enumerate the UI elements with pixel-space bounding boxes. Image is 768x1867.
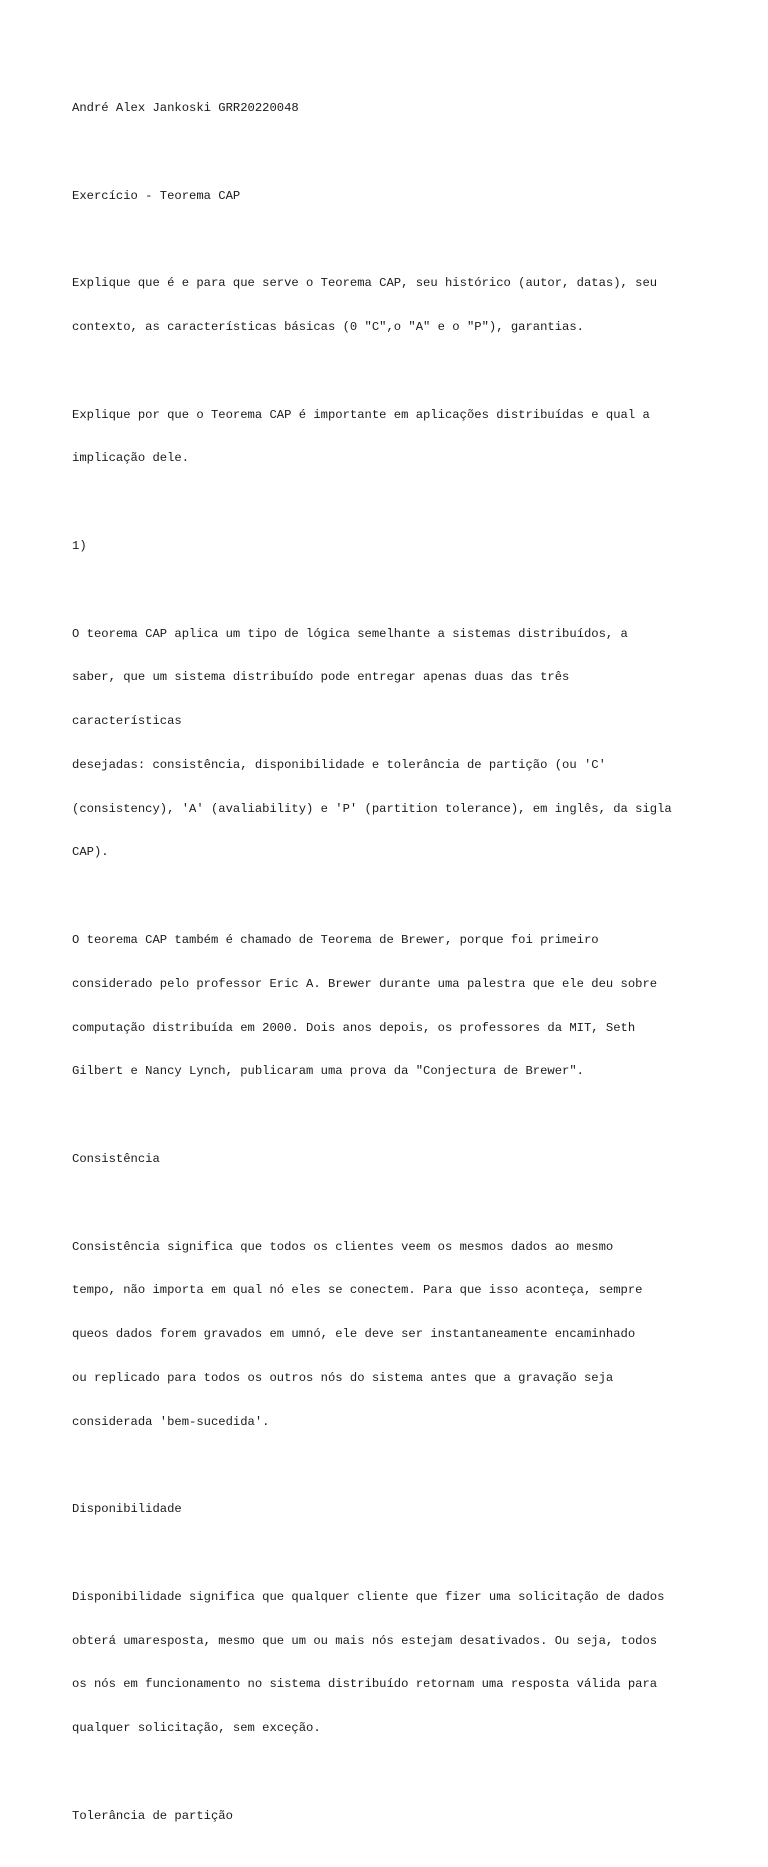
text-line: qualquer solicitação, sem exceção. bbox=[72, 1721, 321, 1736]
text-line: considerado pelo professor Eric A. Brewer durante uma palestra que ele deu sobre bbox=[72, 976, 658, 991]
prompt-paragraph-1 bbox=[72, 247, 712, 364]
author-line-text: André Alex Jankoski GRR20220048 bbox=[72, 101, 299, 116]
text-line: Explique por que o Teorema CAP é importante em aplicações distribuídas e qual a bbox=[72, 407, 650, 422]
answer-number-text: 1) bbox=[72, 539, 87, 553]
section-heading: Consistência bbox=[72, 1151, 160, 1166]
text-line: Explique que é e para que serve o Teorema CAP, seu histórico (autor, datas), seu bbox=[72, 276, 658, 291]
text-line: obterá umaresposta, mesmo que um ou mais nós estejam desativados. Ou seja, todos bbox=[72, 1633, 658, 1648]
text-line: contexto, as características básicas (0 "C",o "A" e o "P"), garantias. bbox=[72, 320, 584, 335]
section-heading: Disponibilidade bbox=[72, 1502, 182, 1517]
intro-paragraph bbox=[72, 597, 712, 889]
text-line: características bbox=[72, 714, 182, 729]
partition-heading bbox=[72, 1779, 712, 1852]
text-line: Disponibilidade significa que qualquer cliente que fizer uma solicitação de dados bbox=[72, 1589, 665, 1604]
consistency-heading bbox=[72, 1123, 712, 1196]
availability-heading bbox=[72, 1473, 712, 1546]
text-line: queos dados forem gravados em umnó, ele deve ser instantaneamente encaminhado bbox=[72, 1327, 636, 1342]
exercise-title bbox=[72, 160, 712, 233]
text-line: implicação dele. bbox=[72, 451, 190, 466]
availability-paragraph bbox=[72, 1561, 712, 1765]
section-heading: Tolerância de partição bbox=[72, 1808, 233, 1823]
exercise-title-text: Exercício - Teorema CAP bbox=[72, 188, 241, 203]
author-line bbox=[72, 72, 712, 145]
text-line: Consistência significa que todos os clientes veem os mesmos dados ao mesmo bbox=[72, 1239, 614, 1254]
text-line: saber, que um sistema distribuído pode entregar apenas duas das três bbox=[72, 670, 570, 685]
text-line: CAP). bbox=[72, 845, 109, 860]
text-line: (consistency), 'A' (avaliability) e 'P' (partition tolerance), em inglês, da sigla bbox=[72, 801, 672, 816]
text-line: computação distribuída em 2000. Dois anos depois, os professores da MIT, Seth bbox=[72, 1020, 636, 1035]
prompt-paragraph-2 bbox=[72, 378, 712, 495]
document-page bbox=[72, 72, 712, 1867]
text-line: considerada 'bem-sucedida'. bbox=[72, 1414, 270, 1429]
text-line: tempo, não importa em qual nó eles se conectem. Para que isso aconteça, sempre bbox=[72, 1283, 643, 1298]
text-line: ou replicado para todos os outros nós do sistema antes que a gravação seja bbox=[72, 1370, 614, 1385]
consistency-paragraph bbox=[72, 1210, 712, 1458]
text-line: O teorema CAP aplica um tipo de lógica semelhante a sistemas distribuídos, a bbox=[72, 626, 628, 641]
text-line: desejadas: consistência, disponibilidade e tolerância de partição (ou 'C' bbox=[72, 757, 606, 772]
text-line: Gilbert e Nancy Lynch, publicaram uma prova da "Conjectura de Brewer". bbox=[72, 1064, 584, 1079]
text-line: os nós em funcionamento no sistema distribuído retornam uma resposta válida para bbox=[72, 1677, 658, 1692]
text-line: O teorema CAP também é chamado de Teorema de Brewer, porque foi primeiro bbox=[72, 933, 599, 948]
answer-number bbox=[72, 510, 712, 583]
history-paragraph bbox=[72, 904, 712, 1108]
